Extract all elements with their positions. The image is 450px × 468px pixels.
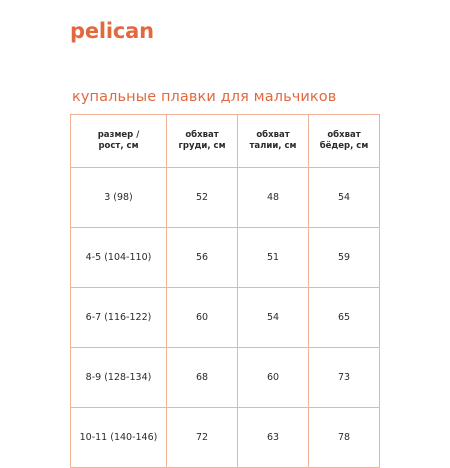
size-chart-table (70, 114, 380, 468)
cell-waist: 48 (238, 168, 309, 228)
cell-chest: 60 (167, 288, 238, 348)
table-row (71, 288, 380, 348)
header-line: обхват (256, 130, 290, 140)
table-row (71, 228, 380, 288)
header-line: обхват (185, 130, 219, 140)
cell-hips: 59 (309, 228, 380, 288)
cell-waist: 54 (238, 288, 309, 348)
table-row (71, 168, 380, 228)
cell-hips: 78 (309, 408, 380, 468)
header-waist (238, 115, 309, 168)
cell-chest: 56 (167, 228, 238, 288)
header-size-height (71, 115, 167, 168)
cell-size: 3 (98) (71, 168, 167, 228)
table-row (71, 408, 380, 468)
cell-waist: 51 (238, 228, 309, 288)
header-line: размер / (97, 130, 140, 140)
header-line: бёдер, см (319, 141, 369, 151)
cell-size: 6-7 (116-122) (71, 288, 167, 348)
page-title: купальные плавки для мальчиков (72, 89, 337, 105)
cell-hips: 73 (309, 348, 380, 408)
cell-size: 4-5 (104-110) (71, 228, 167, 288)
cell-size: 8-9 (128-134) (71, 348, 167, 408)
cell-waist: 63 (238, 408, 309, 468)
cell-waist: 60 (238, 348, 309, 408)
cell-chest: 52 (167, 168, 238, 228)
header-hips (309, 115, 380, 168)
cell-hips: 65 (309, 288, 380, 348)
cell-chest: 68 (167, 348, 238, 408)
header-line: обхват (327, 130, 361, 140)
header-chest (167, 115, 238, 168)
table-row (71, 348, 380, 408)
brand-logo: pelican (70, 19, 154, 43)
cell-hips: 54 (309, 168, 380, 228)
header-line: талии, см (249, 141, 297, 151)
cell-chest: 72 (167, 408, 238, 468)
cell-size: 10-11 (140-146) (71, 408, 167, 468)
header-line: груди, см (178, 141, 226, 151)
header-line: рост, см (98, 141, 139, 151)
table-header-row (71, 115, 380, 168)
